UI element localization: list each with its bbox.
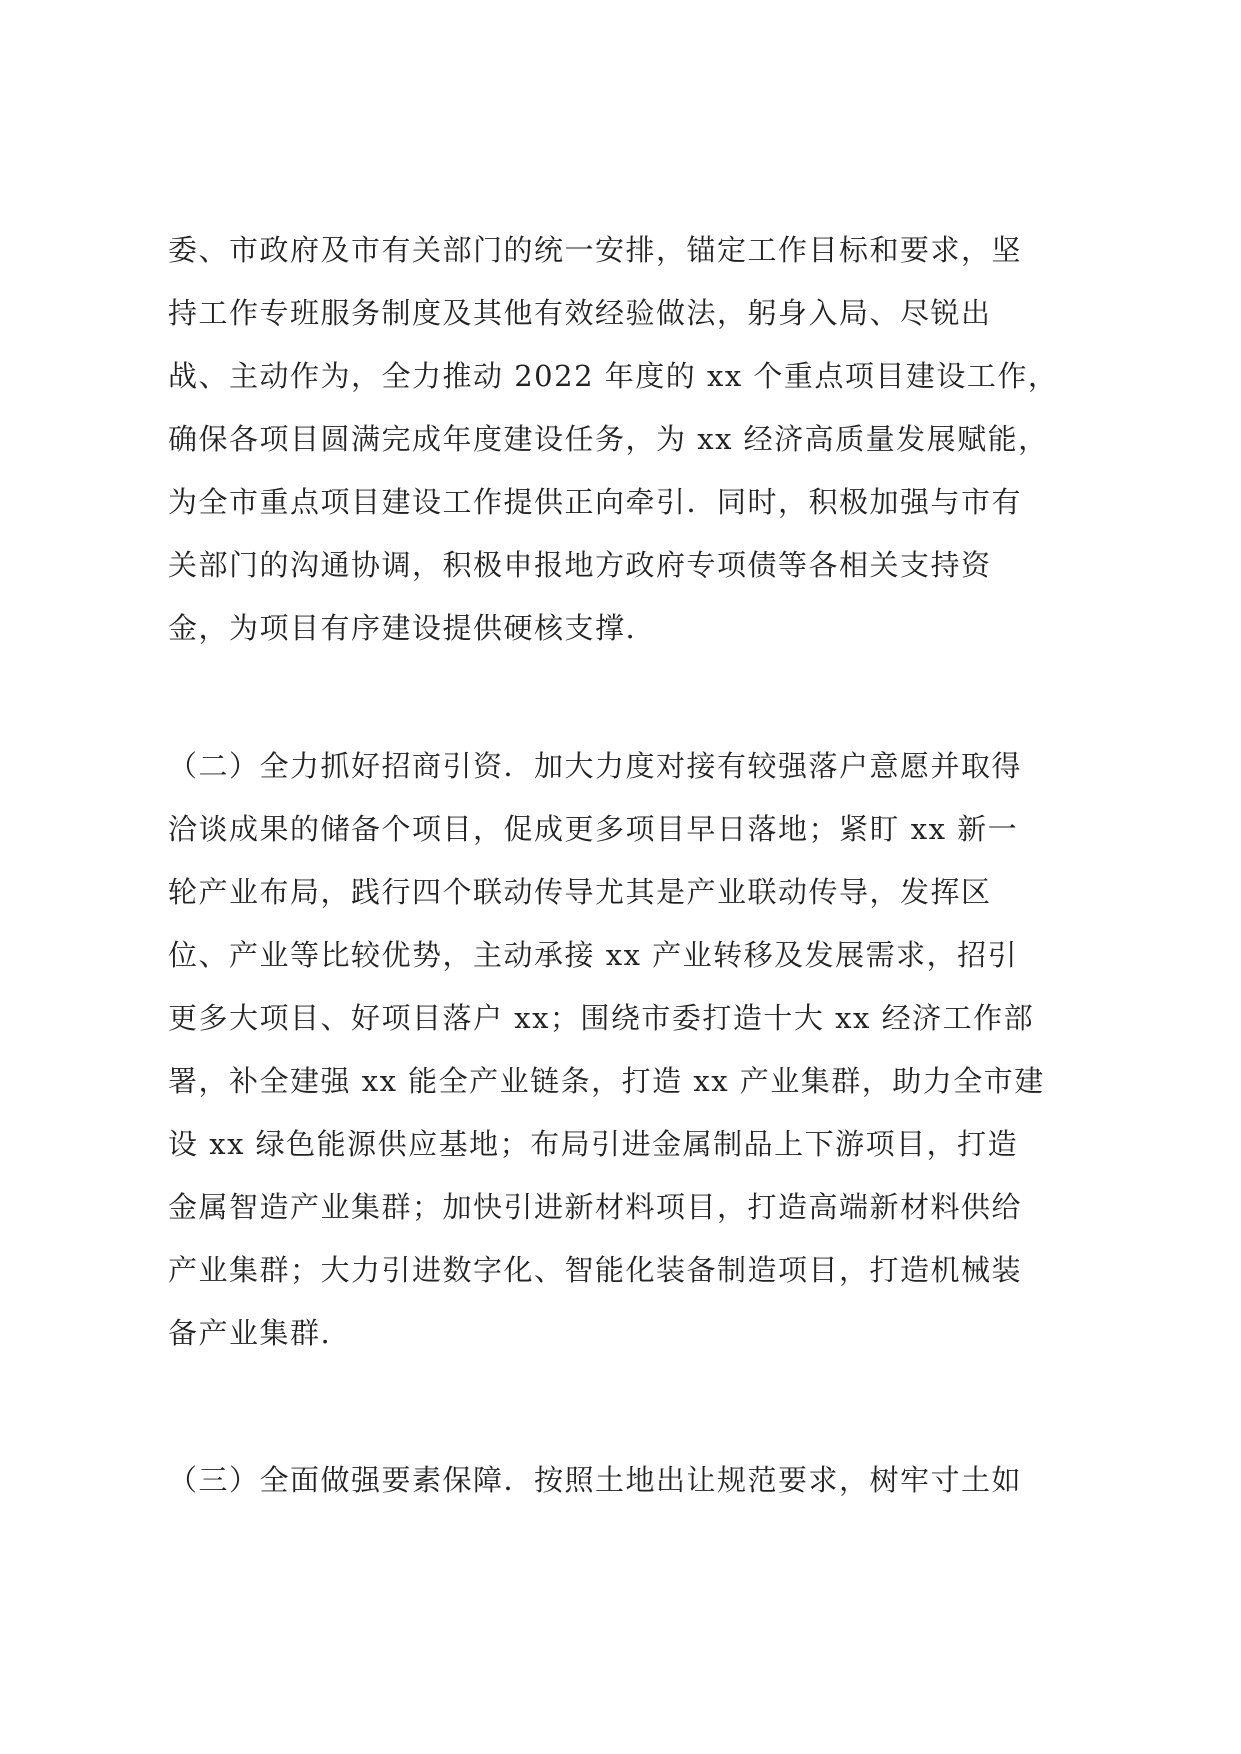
text-line: （三）全面做强要素保障．按照土地出让规范要求，树牢寸土如 xyxy=(168,1463,1023,1497)
text-line: 更多大项目、好项目落户 xx；围绕市委打造十大 xx 经济工作部 xyxy=(168,1001,1035,1035)
text-line: 金，为项目有序建设提供硬核支撑. xyxy=(168,611,637,645)
paragraph-2 xyxy=(168,735,1098,1365)
text-line: 战、主动作为，全力推动 2022 年度的 xx 个重点项目建设工作， xyxy=(168,359,1059,393)
text-line: 持工作专班服务制度及其他有效经验做法，躬身入局、尽锐出 xyxy=(168,296,992,330)
text-line: 设 xx 绿色能源供应基地；布局引进金属制品上下游项目，打造 xyxy=(168,1127,1019,1161)
text-line: 为全市重点项目建设工作提供正向牵引．同时，积极加强与市有 xyxy=(168,485,1023,519)
text-line: （二）全力抓好招商引资．加大力度对接有较强落户意愿并取得 xyxy=(168,749,1023,783)
text-line: 产业集群；大力引进数字化、智能化装备制造项目，打造机械装 xyxy=(168,1253,1023,1287)
text-line: 轮产业布局，践行四个联动传导尤其是产业联动传导，发挥区 xyxy=(168,875,992,909)
text-line: 委、市政府及市有关部门的统一安排，锚定工作目标和要求，坚 xyxy=(168,233,1023,267)
text-line: 金属智造产业集群；加快引进新材料项目，打造高端新材料供给 xyxy=(168,1190,1023,1224)
paragraph-1 xyxy=(168,219,1098,660)
text-line: 关部门的沟通协调，积极申报地方政府专项债等各相关支持资 xyxy=(168,548,992,582)
text-line: 洽谈成果的储备个项目，促成更多项目早日落地；紧盯 xx 新一 xyxy=(168,812,1019,846)
text-line: 署，补全建强 xx 能全产业链条，打造 xx 产业集群，助力全市建 xyxy=(168,1064,1045,1098)
text-line: 备产业集群. xyxy=(168,1316,332,1350)
paragraph-3 xyxy=(168,1449,1098,1512)
text-line: 位、产业等比较优势，主动承接 xx 产业转移及发展需求，招引 xyxy=(168,938,1019,972)
text-line: 确保各项目圆满完成年度建设任务，为 xx 经济高质量发展赋能， xyxy=(168,422,1049,456)
